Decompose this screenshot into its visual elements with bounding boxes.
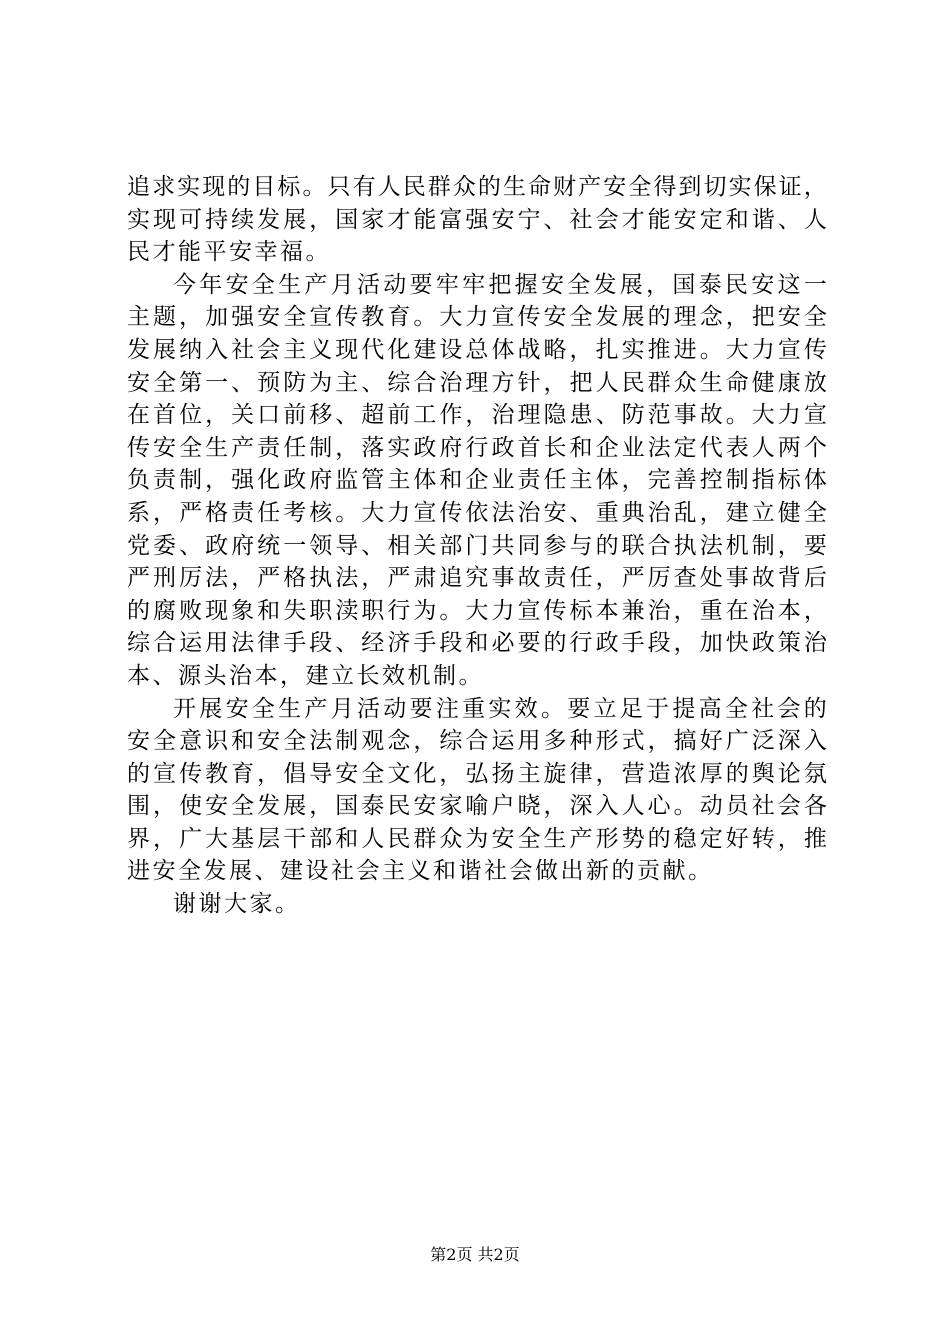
text-line: 的 宣 传 教 育 ， 倡 导 安 全 文 化 ， 弘 扬 主 旋 律 ， 营 造 浓 厚 的 舆 论 氛 [127,760,827,787]
page-number-footer: 第2页 共2页 [430,1245,520,1264]
text-line: 本、源头治本，建立长效机制。 [127,662,484,689]
text-line: 严 刑 厉 法 ， 严 格 执 法 ， 严 肃 追 究 事 故 责 任 ， 严 厉 查 处 事 故 背 后 [127,565,827,592]
text-line: 在 首 位 ， 关 口 前 移 、 超 前 工 作 ， 治 理 隐 患 、 防 范 事 故 。 大 力 宣 [127,402,827,429]
text-line: 实 现 可 持 续 发 展 ， 国 家 才 能 富 强 安 宁 、 社 会 才 能 安 定 和 谐 、 人 [127,206,827,233]
text-line: 进安全发展、建设社会主义和谐社会做出新的贡献。 [127,858,714,885]
paragraph-1 [127,171,827,269]
text-line: 民才能平安幸福。 [127,239,331,266]
text-line: 今 年 安 全 生 产 月 活 动 要 牢 牢 把 握 安 全 发 展 ， 国 泰 民 安 这 一 [173,271,827,298]
text-line: 安 全 第 一 、 预 防 为 主 、 综 合 治 理 方 针 ， 把 人 民 群 众 生 命 健 康 放 [127,369,827,396]
text-line: 的 腐 败 现 象 和 失 职 渎 职 行 为 。 大 力 宣 传 标 本 兼 治 ， 重 在 治 本 ， [127,597,827,624]
text-line: 界 ， 广 大 基 层 干 部 和 人 民 群 众 为 安 全 生 产 形 势 的 稳 定 好 转 ， 推 [127,825,827,852]
text-line: 党 委 、 政 府 统 一 领 导 、 相 关 部 门 共 同 参 与 的 联 合 执 法 机 制 ， 要 [127,532,827,559]
text-line: 追 求 实 现 的 目 标 。 只 有 人 民 群 众 的 生 命 财 产 安 全 得 到 切 实 保 证 ， [127,174,827,200]
text-line: 围 ， 使 安 全 发 展 ， 国 泰 民 安 家 喻 户 晓 ， 深 入 人 心 。 动 员 社 会 各 [127,793,827,820]
text-line: 开 展 安 全 生 产 月 活 动 要 注 重 实 效 。 要 立 足 于 提 高 全 社 会 的 [173,695,827,722]
text-line: 主 题 ， 加 强 安 全 宣 传 教 育 。 大 力 宣 传 安 全 发 展 的 理 念 ， 把 安 全 [127,304,827,331]
paragraph-2 [127,269,827,693]
paragraph-4 [127,888,827,921]
text-line: 谢谢大家。 [173,891,301,918]
text-line: 负 责 制 ， 强 化 政 府 监 管 主 体 和 企 业 责 任 主 体 ， 完 善 控 制 指 标 体 [127,467,827,494]
text-line: 发 展 纳 入 社 会 主 义 现 代 化 建 设 总 体 战 略 ， 扎 实 推 进 。 大 力 宣 传 [127,336,827,363]
text-line: 综 合 运 用 法 律 手 段 、 经 济 手 段 和 必 要 的 行 政 手 段 ， 加 快 政 策 治 [127,630,827,657]
text-line: 系 ， 严 格 责 任 考 核 。 大 力 宣 传 依 法 治 安 、 重 典 治 乱 ， 建 立 健 全 [127,499,827,526]
paragraph-3 [127,693,827,889]
text-line: 安 全 意 识 和 安 全 法 制 观 念 ， 综 合 运 用 多 种 形 式 ， 搞 好 广 泛 深 入 [127,728,827,755]
document-body [127,171,827,921]
text-line: 传 安 全 生 产 责 任 制 ， 落 实 政 府 行 政 首 长 和 企 业 法 定 代 表 人 两 个 [127,434,827,461]
